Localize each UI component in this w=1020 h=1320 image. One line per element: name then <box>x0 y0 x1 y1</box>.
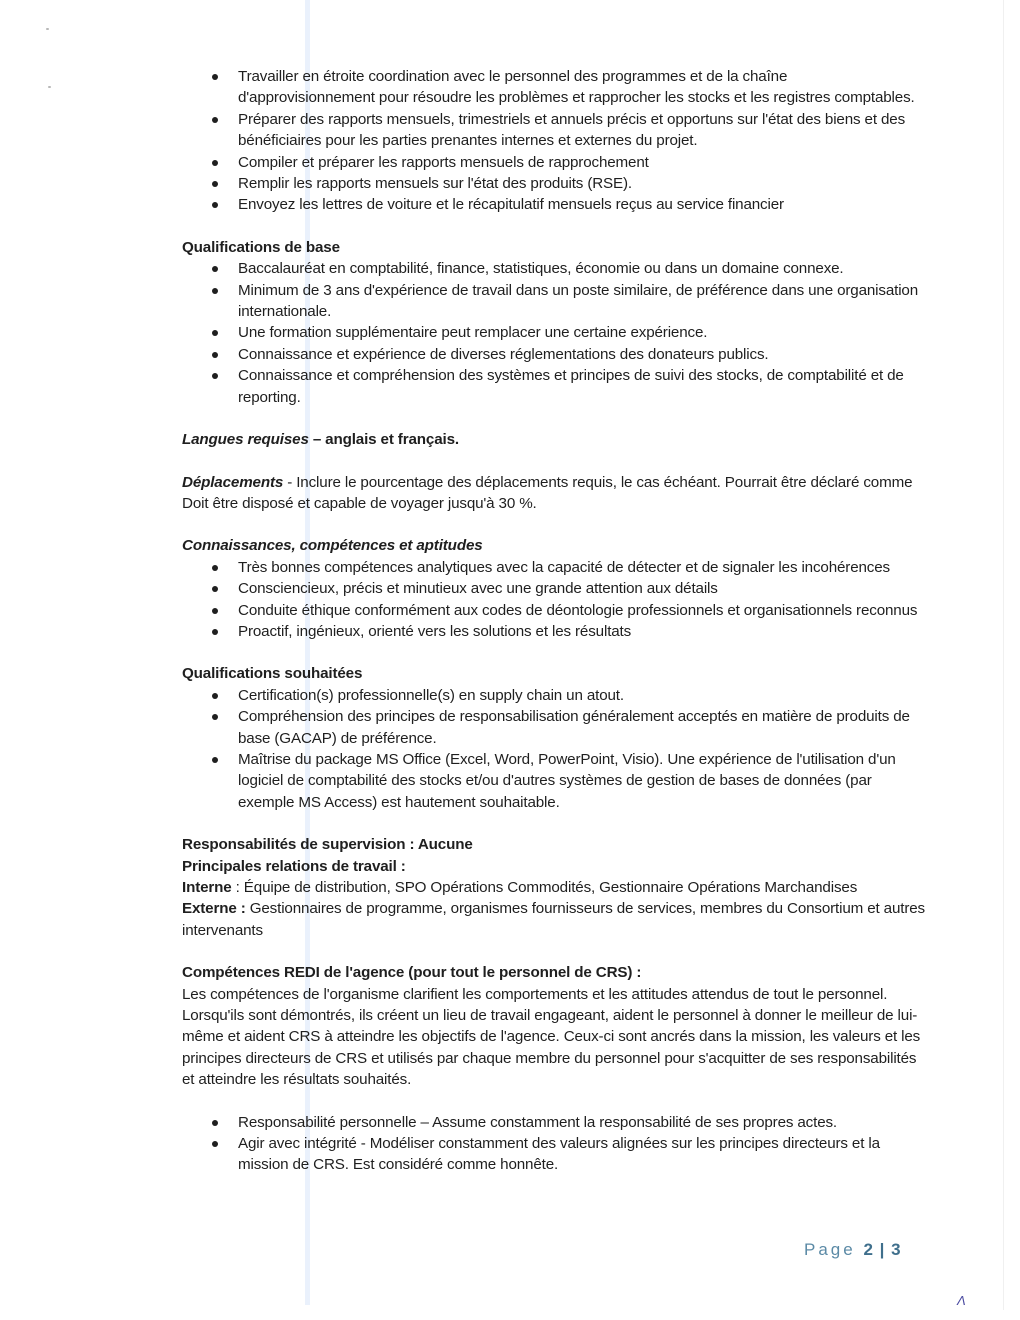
external-relations <box>182 898 927 941</box>
bullet-icon <box>212 714 218 720</box>
internal-label: Interne <box>182 879 232 896</box>
languages-value: – anglais et français. <box>308 431 459 449</box>
list-item: Travailler en étroite coordination avec le personnel des programmes et de la chaîne d'approvisionnement pour résoudre les problèmes et rapprocher les stocks et les registres comptables. <box>182 66 927 109</box>
external-value: Gestionnaires de programme, organismes fournisseurs de services, membres du Consortium et autres intervenants <box>182 900 925 939</box>
travel-line <box>182 472 927 515</box>
travel-value: - Inclure le pourcentage des déplacements requis, le cas échéant. Pourrait être déclaré comme Doit être disposé et capable de voyager jusqu'à 30 %. <box>182 473 913 512</box>
document-body <box>182 66 927 1176</box>
knowledge-list <box>182 557 927 643</box>
supervision-line: Responsabilités de supervision : Aucune <box>182 836 473 854</box>
page-number <box>804 1240 902 1260</box>
page-edge <box>1003 0 1004 1310</box>
list-item: Connaissance et expérience de diverses réglementations des donateurs publics. <box>182 344 927 365</box>
bullet-icon <box>212 608 218 614</box>
list-item: Connaissance et compréhension des systèmes et principes de suivi des stocks, de comptabilité et de reporting. <box>182 365 927 408</box>
bullet-icon <box>212 1120 218 1126</box>
list-item: Conduite éthique conformément aux codes de déontologie professionnels et organisationnels reconnus <box>182 600 927 621</box>
bullet-icon <box>212 160 218 166</box>
list-item: Une formation supplémentaire peut remplacer une certaine expérience. <box>182 322 927 343</box>
bullet-icon <box>212 352 218 358</box>
redi-list <box>182 1112 927 1176</box>
list-item: Remplir les rapports mensuels sur l'état des produits (RSE). <box>182 173 927 194</box>
page-separator: | <box>873 1240 892 1259</box>
bullet-icon <box>212 202 218 208</box>
handwritten-mark: Λ <box>957 1293 966 1308</box>
page-total: 3 <box>891 1240 902 1259</box>
list-item: Certification(s) professionnelle(s) en supply chain un atout. <box>182 685 927 706</box>
external-label: Externe : <box>182 900 246 918</box>
page-label: Page <box>804 1240 864 1259</box>
list-item: Compréhension des principes de responsabilisation généralement acceptés en matière de produits de base (GACAP) de préférence. <box>182 706 927 749</box>
section-heading-knowledge: Connaissances, compétences et aptitudes <box>182 537 483 555</box>
bullet-icon <box>212 266 218 272</box>
bullet-icon <box>212 565 218 571</box>
section-heading-qualifications-base: Qualifications de base <box>182 238 340 256</box>
languages-label: Langues requises <box>182 431 309 449</box>
bullet-icon <box>212 373 218 379</box>
redi-paragraph: Les compétences de l'organisme clarifient les comportements et les attitudes attendus de tout le personnel. Lorsqu'ils sont démontrés, ils créent un lieu de travail engageant, aident le personnel à donner le meilleur de lui-même et aident CRS à atteindre les objectifs de l'agence. Ceux-ci sont ancrés dans la mission, les valeurs et les principes directeurs de CRS et utilisés par chaque membre du personnel pour s'acquitter de ses responsabilités et atteindre les résultats souhaités. <box>182 985 921 1089</box>
travel-label: Déplacements <box>182 473 284 491</box>
list-item: Minimum de 3 ans d'expérience de travail dans un poste similaire, de préférence dans une organisation internationale. <box>182 280 927 323</box>
bullet-icon <box>212 757 218 763</box>
list-item: Responsabilité personnelle – Assume constamment la responsabilité de ses propres actes. <box>182 1112 927 1133</box>
internal-value: : Équipe de distribution, SPO Opérations Commodités, Gestionnaire Opérations Marchandises <box>231 879 858 896</box>
tasks-list <box>182 66 927 216</box>
bullet-icon <box>212 288 218 294</box>
bullet-icon <box>212 693 218 699</box>
bullet-icon <box>212 1141 218 1147</box>
list-item: Baccalauréat en comptabilité, finance, statistiques, économie ou dans un domaine connexe. <box>182 258 927 279</box>
list-item: Consciencieux, précis et minutieux avec une grande attention aux détails <box>182 578 927 599</box>
page-current: 2 <box>863 1240 874 1259</box>
scan-speck <box>48 86 51 88</box>
bullet-icon <box>212 629 218 635</box>
bullet-icon <box>212 330 218 336</box>
list-item: Maîtrise du package MS Office (Excel, Word, PowerPoint, Visio). Une expérience de l'utilisation d'un logiciel de comptabilité des stocks et/ou d'autres systèmes de gestion de bases de données (par exemple MS Access) est hautement souhaitable. <box>182 749 927 813</box>
qualifications-base-list <box>182 258 927 408</box>
relations-heading: Principales relations de travail : <box>182 857 406 875</box>
list-item: Agir avec intégrité - Modéliser constamment des valeurs alignées sur les principes directeurs et la mission de CRS. Est considéré comme honnête. <box>182 1133 927 1176</box>
section-heading-redi: Compétences REDI de l'agence (pour tout le personnel de CRS) : <box>182 964 642 982</box>
list-item: Compiler et préparer les rapports mensuels de rapprochement <box>182 152 927 173</box>
bullet-icon <box>212 74 218 80</box>
list-item: Très bonnes compétences analytiques avec la capacité de détecter et de signaler les incohérences <box>182 557 927 578</box>
list-item: Envoyez les lettres de voiture et le récapitulatif mensuels reçus au service financier <box>182 194 927 215</box>
scan-speck <box>46 28 49 30</box>
bullet-icon <box>212 586 218 592</box>
languages-line <box>182 429 927 450</box>
list-item: Proactif, ingénieux, orienté vers les solutions et les résultats <box>182 621 927 642</box>
bullet-icon <box>212 117 218 123</box>
section-heading-desired-qualifications: Qualifications souhaitées <box>182 665 363 683</box>
desired-qualifications-list <box>182 685 927 813</box>
internal-relations <box>182 877 927 898</box>
list-item: Préparer des rapports mensuels, trimestriels et annuels précis et opportuns sur l'état des biens et des bénéficiaires pour les parties prenantes internes et externes du projet. <box>182 109 927 152</box>
bullet-icon <box>212 181 218 187</box>
